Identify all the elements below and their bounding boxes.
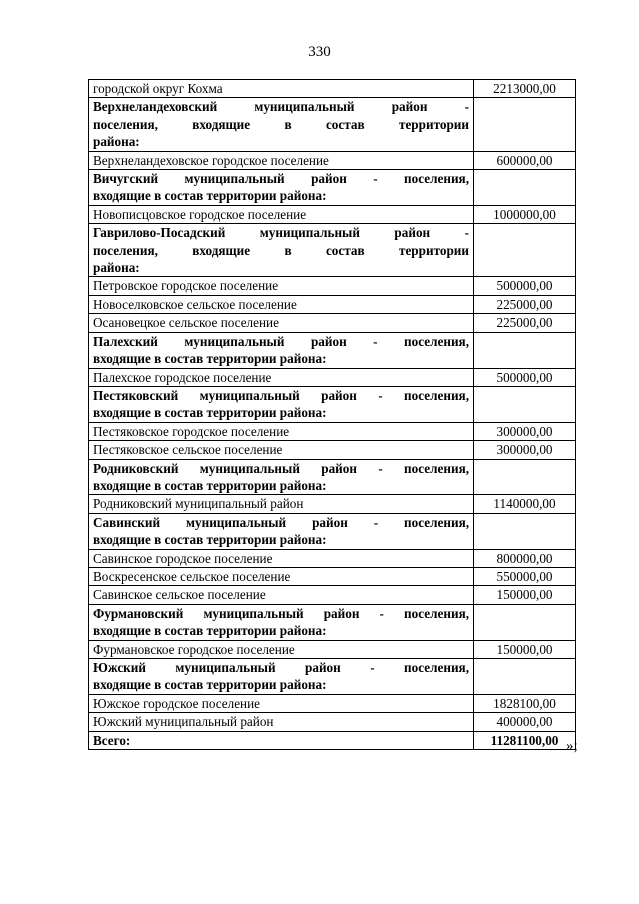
amount-cell: 225000,00	[474, 295, 576, 313]
table-row	[89, 640, 576, 658]
empty-amount-cell	[474, 224, 576, 277]
district-header-line: поселения, входящие в состав территории	[93, 242, 469, 258]
district-header-line: входящие в состав территории района:	[93, 532, 327, 548]
table-row	[89, 368, 576, 386]
recipient-name: Южский муниципальный район	[89, 713, 474, 731]
district-header-line: Родниковский муниципальный район - поселения,	[93, 460, 469, 476]
table-row	[89, 151, 576, 169]
recipient-name: Петровское городское поселение	[89, 277, 474, 295]
amount-cell: 150000,00	[474, 586, 576, 604]
recipient-name: Южское городское поселение	[89, 694, 474, 712]
recipient-name: Верхнеландеховское городское поселение	[89, 151, 474, 169]
district-header-line: входящие в состав территории района:	[93, 623, 327, 639]
amount-cell: 225000,00	[474, 314, 576, 332]
district-header-row	[89, 332, 576, 368]
district-header-cell	[89, 459, 474, 495]
district-header-line: поселения, входящие в состав территории	[93, 116, 469, 132]
budget-table-body	[89, 80, 576, 750]
district-header-cell	[89, 386, 474, 422]
district-header-line: входящие в состав территории района:	[93, 351, 327, 367]
table-row	[89, 295, 576, 313]
table-row	[89, 567, 576, 585]
district-header-cell	[89, 604, 474, 640]
amount-cell: 300000,00	[474, 441, 576, 459]
amount-cell: 550000,00	[474, 567, 576, 585]
recipient-name: Палехское городское поселение	[89, 368, 474, 386]
table-row	[89, 277, 576, 295]
district-header-row	[89, 459, 576, 495]
amount-cell: 300000,00	[474, 422, 576, 440]
district-header-line: Верхнеландеховский муниципальный район -	[93, 99, 469, 115]
district-header-cell	[89, 98, 474, 151]
empty-amount-cell	[474, 386, 576, 422]
recipient-name: Родниковский муниципальный район	[89, 495, 474, 513]
amount-cell: 500000,00	[474, 368, 576, 386]
table-row	[89, 422, 576, 440]
table-row	[89, 713, 576, 731]
district-header-row	[89, 170, 576, 206]
amount-cell: 150000,00	[474, 640, 576, 658]
district-header-cell	[89, 332, 474, 368]
district-header-line: Гаврилово-Посадский муниципальный район -	[93, 225, 469, 241]
total-amount: 11281100,00	[474, 731, 576, 749]
closing-quote: »;	[566, 738, 578, 754]
district-header-line: района:	[93, 134, 140, 150]
district-header-cell	[89, 659, 474, 695]
district-header-row	[89, 386, 576, 422]
recipient-name: Савинское сельское поселение	[89, 586, 474, 604]
table-row	[89, 586, 576, 604]
empty-amount-cell	[474, 332, 576, 368]
district-header-line: Вичугский муниципальный район - поселения,	[93, 171, 469, 187]
recipient-name: Воскресенское сельское поселение	[89, 567, 474, 585]
district-header-line: Фурмановский муниципальный район - поселения,	[93, 605, 469, 621]
empty-amount-cell	[474, 170, 576, 206]
empty-amount-cell	[474, 98, 576, 151]
district-header-line: Савинский муниципальный район - поселения,	[93, 514, 469, 530]
empty-amount-cell	[474, 459, 576, 495]
amount-cell: 1000000,00	[474, 205, 576, 223]
amount-cell: 1828100,00	[474, 694, 576, 712]
district-header-line: входящие в состав территории района:	[93, 188, 327, 204]
recipient-name: Осановецкое сельское поселение	[89, 314, 474, 332]
district-header-row	[89, 604, 576, 640]
amount-cell: 800000,00	[474, 549, 576, 567]
empty-amount-cell	[474, 659, 576, 695]
table-row	[89, 549, 576, 567]
empty-amount-cell	[474, 604, 576, 640]
budget-table	[88, 79, 576, 750]
page-number: 330	[308, 44, 331, 60]
recipient-name: Пестяковское сельское поселение	[89, 441, 474, 459]
district-header-row	[89, 659, 576, 695]
table-row	[89, 205, 576, 223]
district-header-row	[89, 513, 576, 549]
district-header-line: Южский муниципальный район - поселения,	[93, 660, 469, 675]
district-header-line: Палехский муниципальный район - поселения,	[93, 333, 469, 349]
district-header-line: района:	[93, 260, 140, 276]
empty-amount-cell	[474, 513, 576, 549]
table-row	[89, 694, 576, 712]
amount-cell: 500000,00	[474, 277, 576, 295]
table-row	[89, 495, 576, 513]
district-header-row	[89, 224, 576, 277]
recipient-name: Пестяковское городское поселение	[89, 422, 474, 440]
recipient-name: Новописцовское городское поселение	[89, 205, 474, 223]
table-row	[89, 441, 576, 459]
table-row	[89, 80, 576, 98]
district-header-line: входящие в состав территории района:	[93, 405, 327, 421]
amount-cell: 400000,00	[474, 713, 576, 731]
district-header-row	[89, 98, 576, 151]
recipient-name: Савинское городское поселение	[89, 549, 474, 567]
district-header-line: Пестяковский муниципальный район - поселения,	[93, 387, 469, 403]
district-header-line: входящие в состав территории района:	[93, 677, 327, 693]
district-header-line: входящие в состав территории района:	[93, 477, 327, 493]
district-header-cell	[89, 170, 474, 206]
amount-cell: 1140000,00	[474, 495, 576, 513]
recipient-name: Фурмановское городское поселение	[89, 640, 474, 658]
total-label: Всего:	[89, 731, 474, 749]
district-header-cell	[89, 224, 474, 277]
amount-cell: 2213000,00	[474, 80, 576, 98]
amount-cell: 600000,00	[474, 151, 576, 169]
table-row	[89, 314, 576, 332]
recipient-name: городской округ Кохма	[89, 80, 474, 98]
recipient-name: Новоселковское сельское поселение	[89, 295, 474, 313]
total-row	[89, 731, 576, 749]
district-header-cell	[89, 513, 474, 549]
